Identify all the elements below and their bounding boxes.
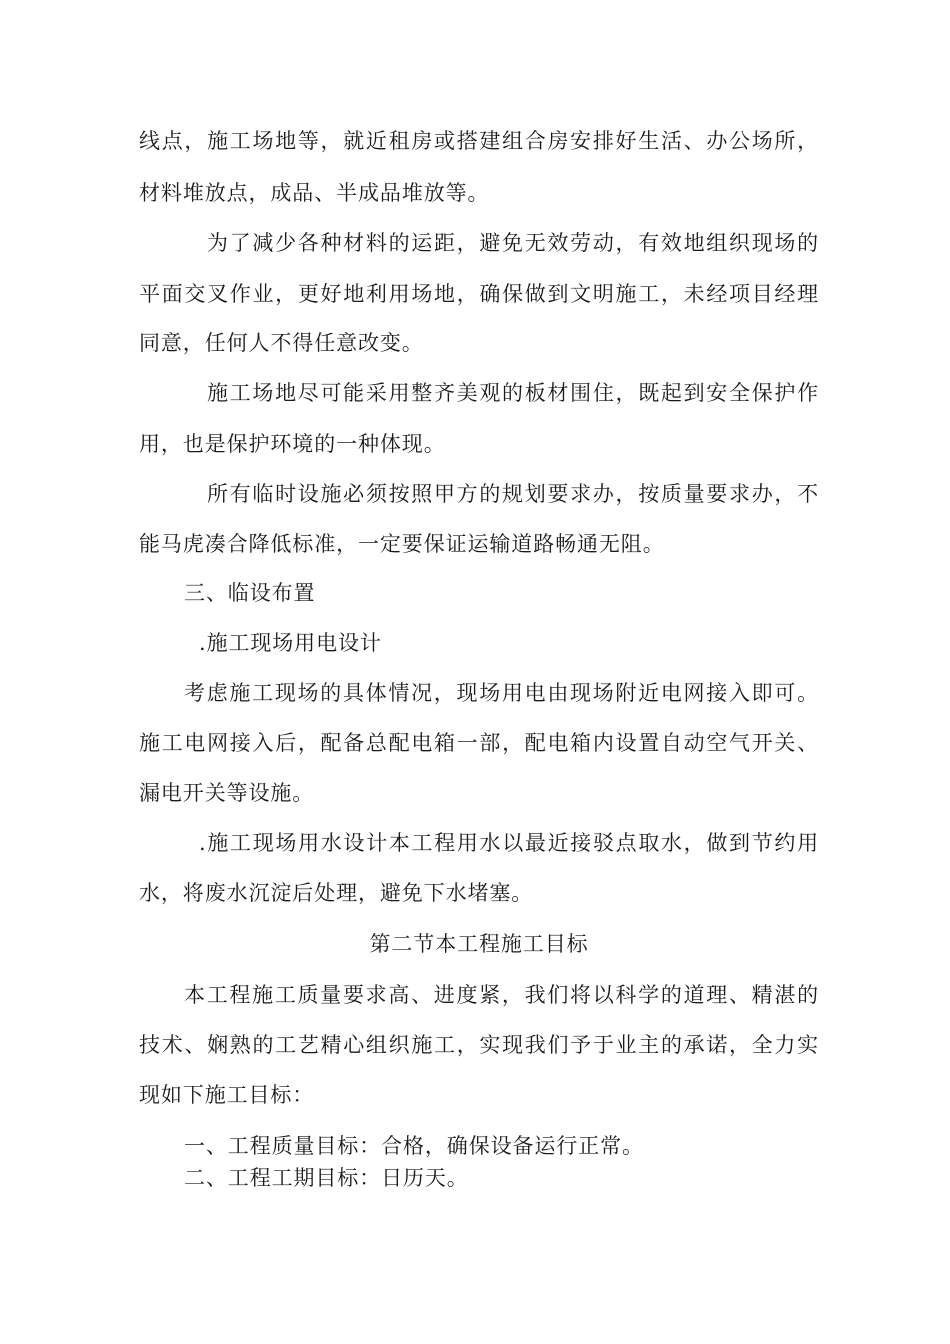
text-line: 漏电开关等设施。 xyxy=(139,781,315,805)
text-line: 施工电网接入后，配备总配电箱一部，配电箱内设置自动空气开关、 xyxy=(139,731,819,755)
section-heading: 三、临设布置 xyxy=(184,581,316,605)
goal-item: 一、工程质量目标：合格，确保设备运行正常。 xyxy=(184,1134,644,1158)
chapter-heading: 第二节本工程施工目标 xyxy=(369,932,589,956)
text-line: 线点，施工场地等，就近租房或搭建组合房安排好生活、办公场所， xyxy=(139,129,819,153)
paragraph-first-line: .施工现场用水设计本工程用水以最近接驳点取水，做到节约用 xyxy=(199,831,819,855)
text-line: 平面交叉作业，更好地利用场地，确保做到文明施工，未经项目经理 xyxy=(139,282,819,306)
paragraph-first-line: 所有临时设施必须按照甲方的规划要求办，按质量要求办，不 xyxy=(207,482,819,506)
text-line: 同意，任何人不得任意改变。 xyxy=(139,331,424,355)
text-line: 技术、娴熟的工艺精心组织施工，实现我们予于业主的承诺，全力实 xyxy=(139,1033,819,1057)
text-line: 材料堆放点，成品、半成品堆放等。 xyxy=(139,181,490,205)
text-line: 水，将废水沉淀后处理，避免下水堵塞。 xyxy=(139,881,534,905)
text-line: 用，也是保护环境的一种体现。 xyxy=(139,432,446,456)
subsection-heading: .施工现场用电设计 xyxy=(199,631,382,655)
text-line: 能马虎凑合降低标准，一定要保证运输道路畅通无阻。 xyxy=(139,532,665,556)
paragraph-first-line: 施工场地尽可能采用整齐美观的板材围住，既起到安全保护作 xyxy=(207,381,819,405)
goal-item: 二、工程工期目标：日历天。 xyxy=(184,1166,469,1190)
paragraph-first-line: 为了减少各种材料的运距，避免无效劳动，有效地组织现场的 xyxy=(207,231,819,255)
paragraph-first-line: 考虑施工现场的具体情况，现场用电由现场附近电网接入即可。 xyxy=(184,681,819,705)
paragraph-first-line: 本工程施工质量要求高、进度紧，我们将以科学的道理、精湛的 xyxy=(184,983,819,1007)
text-line: 现如下施工目标： xyxy=(139,1083,315,1107)
